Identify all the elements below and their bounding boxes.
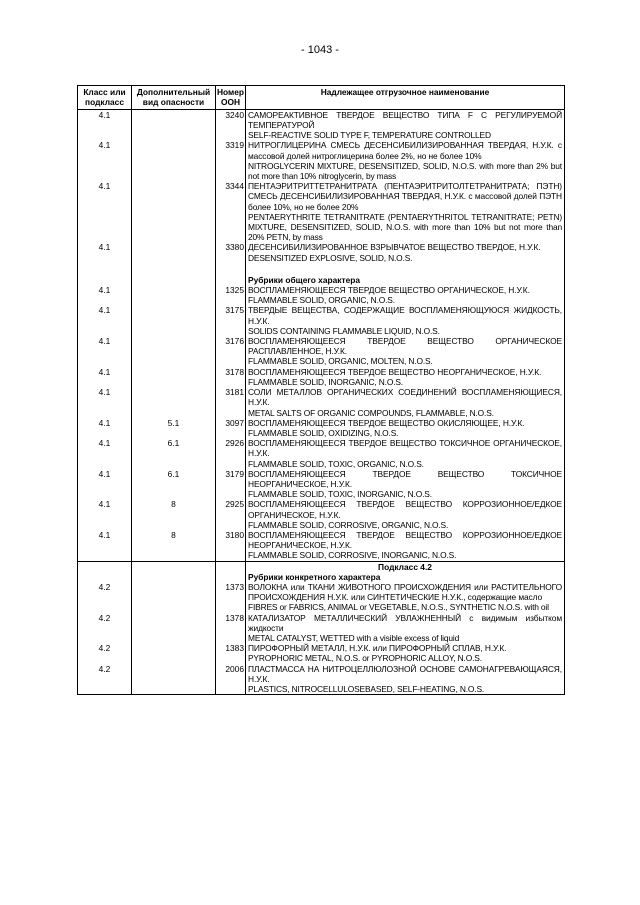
cell-class: 4.1: [78, 181, 132, 242]
shipping-name-en: NITROGLYCERIN MIXTURE, DESENSITIZED, SOLID, N.O.S. with more than 2% but not more than 10% nitroglycerin, by mass: [248, 160, 562, 182]
cell-un-number: 3180: [216, 530, 246, 561]
cell-shipping-name: [246, 285, 565, 305]
cell-subsidiary-risk: [132, 643, 216, 663]
cell-shipping-name: [246, 336, 565, 367]
cell-un-number: 3319: [216, 140, 246, 181]
cell-shipping-name: [246, 530, 565, 561]
shipping-name-en: DESENSITIZED EXPLOSIVE, SOLID, N.O.S.: [248, 252, 413, 263]
cell-subsidiary-risk: [132, 109, 216, 140]
cell-shipping-name: [246, 109, 565, 140]
shipping-name-ru: СОЛИ МЕТАЛЛОВ ОРГАНИЧЕСКИХ СОЕДИНЕНИЙ ВОСПЛАМЕНЯЮЩИЕСЯ, Н.У.К.: [248, 387, 562, 408]
cell-class: 4.1: [78, 418, 132, 438]
shipping-name-en: METAL SALTS OF ORGANIC COMPOUNDS, FLAMMABLE, N.O.S.: [248, 407, 494, 418]
shipping-name-en: METAL CATALYST, WETTED with a visible excess of liquid: [248, 632, 460, 643]
shipping-name-en: SELF-REACTIVE SOLID TYPE F, TEMPERATURE CONTROLLED: [248, 130, 491, 141]
table-row: [78, 438, 565, 469]
dangerous-goods-table: [77, 85, 565, 695]
cell-shipping-name: [246, 418, 565, 438]
table-row: [78, 530, 565, 561]
cell-shipping-name: [246, 305, 565, 336]
header-shipping-name: Надлежащее отгрузочное наименование: [246, 86, 565, 110]
shipping-name-en: FLAMMABLE SOLID, CORROSIVE, ORGANIC, N.O.S.: [248, 519, 449, 530]
table-row: [78, 582, 565, 613]
cell-shipping-name: [246, 438, 565, 469]
cell-subsidiary-risk: 8: [132, 499, 216, 530]
table-row: [78, 469, 565, 500]
shipping-name-ru: ВОСПЛАМЕНЯЮЩЕЕСЯ ТВЕРДОЕ ВЕЩЕСТВО ТОКСИЧНОЕ НЕОРГАНИЧЕСКОЕ, Н.У.К.: [248, 468, 562, 489]
shipping-name-ru: ВОЛОКНА или ТКАНИ ЖИВОТНОГО ПРОИСХОЖДЕНИЯ или РАСТИТЕЛЬНОГО ПРОИСХОЖДЕНИЯ Н.У.К. или СИНТЕТИЧЕСКИЕ Н.У.К., содержащие масло: [248, 581, 562, 603]
shipping-name-en: FLAMMABLE SOLID, ORGANIC, N.O.S.: [248, 295, 395, 306]
table-body-specific-4-2: [78, 582, 565, 695]
shipping-name-ru: НИТРОГЛИЦЕРИНА СМЕСЬ ДЕСЕНСИБИЛИЗИРОВАННАЯ ТВЕРДАЯ, Н.У.К. с массовой долей нитроглицерина более 2%, но не более 10%: [248, 140, 562, 161]
table-body-general-4-1: [78, 285, 565, 561]
cell-shipping-name: [246, 242, 565, 262]
shipping-name-ru: ТВЕРДЫЕ ВЕЩЕСТВА, СОДЕРЖАЩИЕ ВОСПЛАМЕНЯЮЩУЮСЯ ЖИДКОСТЬ, Н.У.К.: [248, 305, 562, 326]
cell-un-number: 2925: [216, 499, 246, 530]
shipping-name-ru: ВОСПЛАМЕНЯЮЩЕЕСЯ ТВЕРДОЕ ВЕЩЕСТВО ОРГАНИЧЕСКОЕ РАСПЛАВЛЕННОЕ, Н.У.К.: [248, 336, 562, 357]
cell-shipping-name: [246, 613, 565, 644]
cell-class: 4.2: [78, 664, 132, 695]
shipping-name-ru: КАТАЛИЗАТОР МЕТАЛЛИЧЕСКИЙ УВЛАЖНЕННЫЙ с видимым избытком жидкости: [248, 612, 562, 633]
cell-subsidiary-risk: [132, 613, 216, 644]
table-row: [78, 418, 565, 438]
table-body-specific-4-1: [78, 109, 565, 263]
table-row: [78, 242, 565, 262]
cell-subsidiary-risk: 8: [132, 530, 216, 561]
header-un-number: Номер ООН: [217, 87, 245, 108]
cell-class: 4.2: [78, 643, 132, 663]
cell-un-number: 1373: [216, 582, 246, 613]
cell-un-number: 1378: [216, 613, 246, 644]
cell-class: 4.2: [78, 613, 132, 644]
shipping-name-ru: ДЕСЕНСИБИЛИЗИРОВАННОЕ ВЗРЫВЧАТОЕ ВЕЩЕСТВО ТВЕРДОЕ, Н.У.К.: [248, 242, 541, 253]
shipping-name-ru: ВОСПЛАМЕНЯЮЩЕЕСЯ ТВЕРДОЕ ВЕЩЕСТВО ТОКСИЧНОЕ ОРГАНИЧЕСКОЕ, Н.У.К.: [248, 438, 562, 459]
cell-un-number: 3175: [216, 305, 246, 336]
general-heading-block: [78, 263, 565, 285]
cell-class: 4.1: [78, 438, 132, 469]
cell-un-number: 3179: [216, 469, 246, 500]
shipping-name-ru: САМОРЕАКТИВНОЕ ТВЕРДОЕ ВЕЩЕСТВО ТИПА F С РЕГУЛИРУЕМОЙ ТЕМПЕРАТУРОЙ: [248, 109, 562, 131]
cell-un-number: 3097: [216, 418, 246, 438]
shipping-name-en: PLASTICS, NITROCELLULOSEBASED, SELF-HEATING, N.O.S.: [248, 683, 485, 694]
table-row: [78, 613, 565, 644]
table-row: [78, 499, 565, 530]
table-row: [78, 140, 565, 181]
cell-un-number: 3178: [216, 367, 246, 387]
shipping-name-ru: ВОСПЛАМЕНЯЮЩЕЕСЯ ТВЕРДОЕ ВЕЩЕСТВО КОРРОЗИОННОЕ/ЕДКОЕ ОРГАНИЧЕСКОЕ, Н.У.К.: [248, 499, 562, 520]
shipping-name-ru: ВОСПЛАМЕНЯЮЩЕЕСЯ ТВЕРДОЕ ВЕЩЕСТВО КОРРОЗИОННОЕ/ЕДКОЕ НЕОРГАНИЧЕСКОЕ, Н.У.К.: [248, 529, 562, 551]
cell-subsidiary-risk: [132, 242, 216, 262]
cell-subsidiary-risk: [132, 285, 216, 305]
shipping-name-ru: ВОСПЛАМЕНЯЮЩЕЕСЯ ТВЕРДОЕ ВЕЩЕСТВО ОРГАНИЧЕСКОЕ, Н.У.К.: [248, 285, 530, 296]
cell-class: 4.1: [78, 530, 132, 561]
cell-un-number: 1325: [216, 285, 246, 305]
table-row: [78, 181, 565, 242]
cell-un-number: 3240: [216, 109, 246, 140]
cell-subsidiary-risk: 6.1: [132, 438, 216, 469]
table-header: [78, 86, 565, 110]
shipping-name-ru: ПИРОФОРНЫЙ МЕТАЛЛ, Н.У.К. или ПИРОФОРНЫЙ СПЛАВ, Н.У.К.: [248, 643, 507, 654]
header-subsidiary-risk: Дополнительный вид опасности: [132, 86, 216, 110]
cell-un-number: 2926: [216, 438, 246, 469]
cell-class: 4.1: [78, 140, 132, 181]
page-number: - 1043 -: [301, 44, 339, 56]
cell-subsidiary-risk: [132, 336, 216, 367]
table-row: [78, 643, 565, 663]
cell-shipping-name: [246, 499, 565, 530]
cell-class: 4.1: [78, 387, 132, 418]
cell-class: 4.1: [78, 336, 132, 367]
shipping-name-en: PYROPHORIC METAL, N.O.S. or PYROPHORIC ALLOY, N.O.S.: [248, 653, 482, 664]
cell-shipping-name: [246, 181, 565, 242]
cell-subsidiary-risk: [132, 181, 216, 242]
specific-heading: Рубрики конкретного характера: [248, 571, 381, 582]
cell-un-number: 3344: [216, 181, 246, 242]
cell-un-number: 3380: [216, 242, 246, 262]
shipping-name-en: FIBRES or FABRICS, ANIMAL or VEGETABLE, N.O.S., SYNTHETIC N.O.S. with oil: [248, 602, 549, 613]
table-row: [78, 367, 565, 387]
shipping-name-ru: ВОСПЛАМЕНЯЮЩЕЕСЯ ТВЕРДОЕ ВЕЩЕСТВО НЕОРГАНИЧЕСКОЕ, Н.У.К.: [248, 366, 542, 377]
table-row: [78, 387, 565, 418]
cell-subsidiary-risk: 5.1: [132, 418, 216, 438]
shipping-name-en: FLAMMABLE SOLID, OXIDIZING, N.O.S.: [248, 427, 399, 438]
cell-shipping-name: [246, 664, 565, 695]
cell-subsidiary-risk: [132, 387, 216, 418]
cell-subsidiary-risk: [132, 140, 216, 181]
cell-class: 4.1: [78, 367, 132, 387]
table-row: [78, 664, 565, 695]
cell-shipping-name: [246, 469, 565, 500]
cell-shipping-name: [246, 643, 565, 663]
cell-un-number: 3181: [216, 387, 246, 418]
shipping-name-en: FLAMMABLE SOLID, TOXIC, INORGANIC, N.O.S.: [248, 489, 432, 500]
cell-un-number: 2006: [216, 664, 246, 695]
shipping-name-en: FLAMMABLE SOLID, TOXIC, ORGANIC, N.O.S.: [248, 458, 424, 469]
shipping-name-ru: ПЛАСТМАССА НА НИТРОЦЕЛЛЮЛОЗНОЙ ОСНОВЕ САМОНАГРЕВАЮЩАЯСЯ, Н.У.К.: [248, 663, 562, 684]
table-row: [78, 109, 565, 140]
cell-class: 4.1: [78, 242, 132, 262]
general-heading: Рубрики общего характера: [248, 274, 360, 285]
cell-class: 4.1: [78, 285, 132, 305]
cell-class: 4.1: [78, 109, 132, 140]
cell-subsidiary-risk: 6.1: [132, 469, 216, 500]
cell-un-number: 1383: [216, 643, 246, 663]
cell-subsidiary-risk: [132, 305, 216, 336]
cell-class: 4.1: [78, 305, 132, 336]
table-row: [78, 285, 565, 305]
cell-class: 4.1: [78, 499, 132, 530]
shipping-name-en: PENTAERYTHRITE TETRANITRATE (PENTAERYTHRITOL TETRANITRATE; PETN) MIXTURE, DESENSITIZED, SOLID, N.O.S. with more than 10% but not more than 20% PETN, by mass: [248, 211, 562, 243]
cell-subsidiary-risk: [132, 582, 216, 613]
cell-shipping-name: [246, 387, 565, 418]
shipping-name-en: FLAMMABLE SOLID, ORGANIC, MOLTEN, N.O.S.: [248, 356, 433, 367]
cell-subsidiary-risk: [132, 664, 216, 695]
cell-un-number: 3176: [216, 336, 246, 367]
cell-class: 4.1: [78, 469, 132, 500]
table-row: [78, 305, 565, 336]
shipping-name-en: FLAMMABLE SOLID, INORGANIC, N.O.S.: [248, 376, 403, 387]
table-row: [78, 336, 565, 367]
shipping-name-ru: ПЕНТАЭРИТРИТТЕТРАНИТРАТА (ПЕНТАЭРИТРИТОЛТЕТРАНИТРАТА; ПЭТН) СМЕСЬ ДЕСЕНСИБИЛИЗИРОВАННАЯ ТВЕРДАЯ, Н.У.К. с массовой долей ПЭТН более 10%, но не более 20%: [248, 181, 562, 212]
subclass-4-2-block: [78, 561, 565, 582]
shipping-name-en: FLAMMABLE SOLID, CORROSIVE, INORGANIC, N.O.S.: [248, 550, 457, 561]
cell-shipping-name: [246, 367, 565, 387]
shipping-name-en: SOLIDS CONTAINING FLAMMABLE LIQUID, N.O.S.: [248, 325, 440, 336]
cell-shipping-name: [246, 582, 565, 613]
subclass-title: Подкласс 4.2: [246, 561, 565, 572]
header-class: Класс или подкласс: [78, 86, 132, 110]
shipping-name-ru: ВОСПЛАМЕНЯЮЩЕЕСЯ ТВЕРДОЕ ВЕЩЕСТВО ОКИСЛЯЮЩЕЕ, Н.У.К.: [248, 417, 525, 428]
cell-shipping-name: [246, 140, 565, 181]
cell-class: 4.2: [78, 582, 132, 613]
cell-subsidiary-risk: [132, 367, 216, 387]
